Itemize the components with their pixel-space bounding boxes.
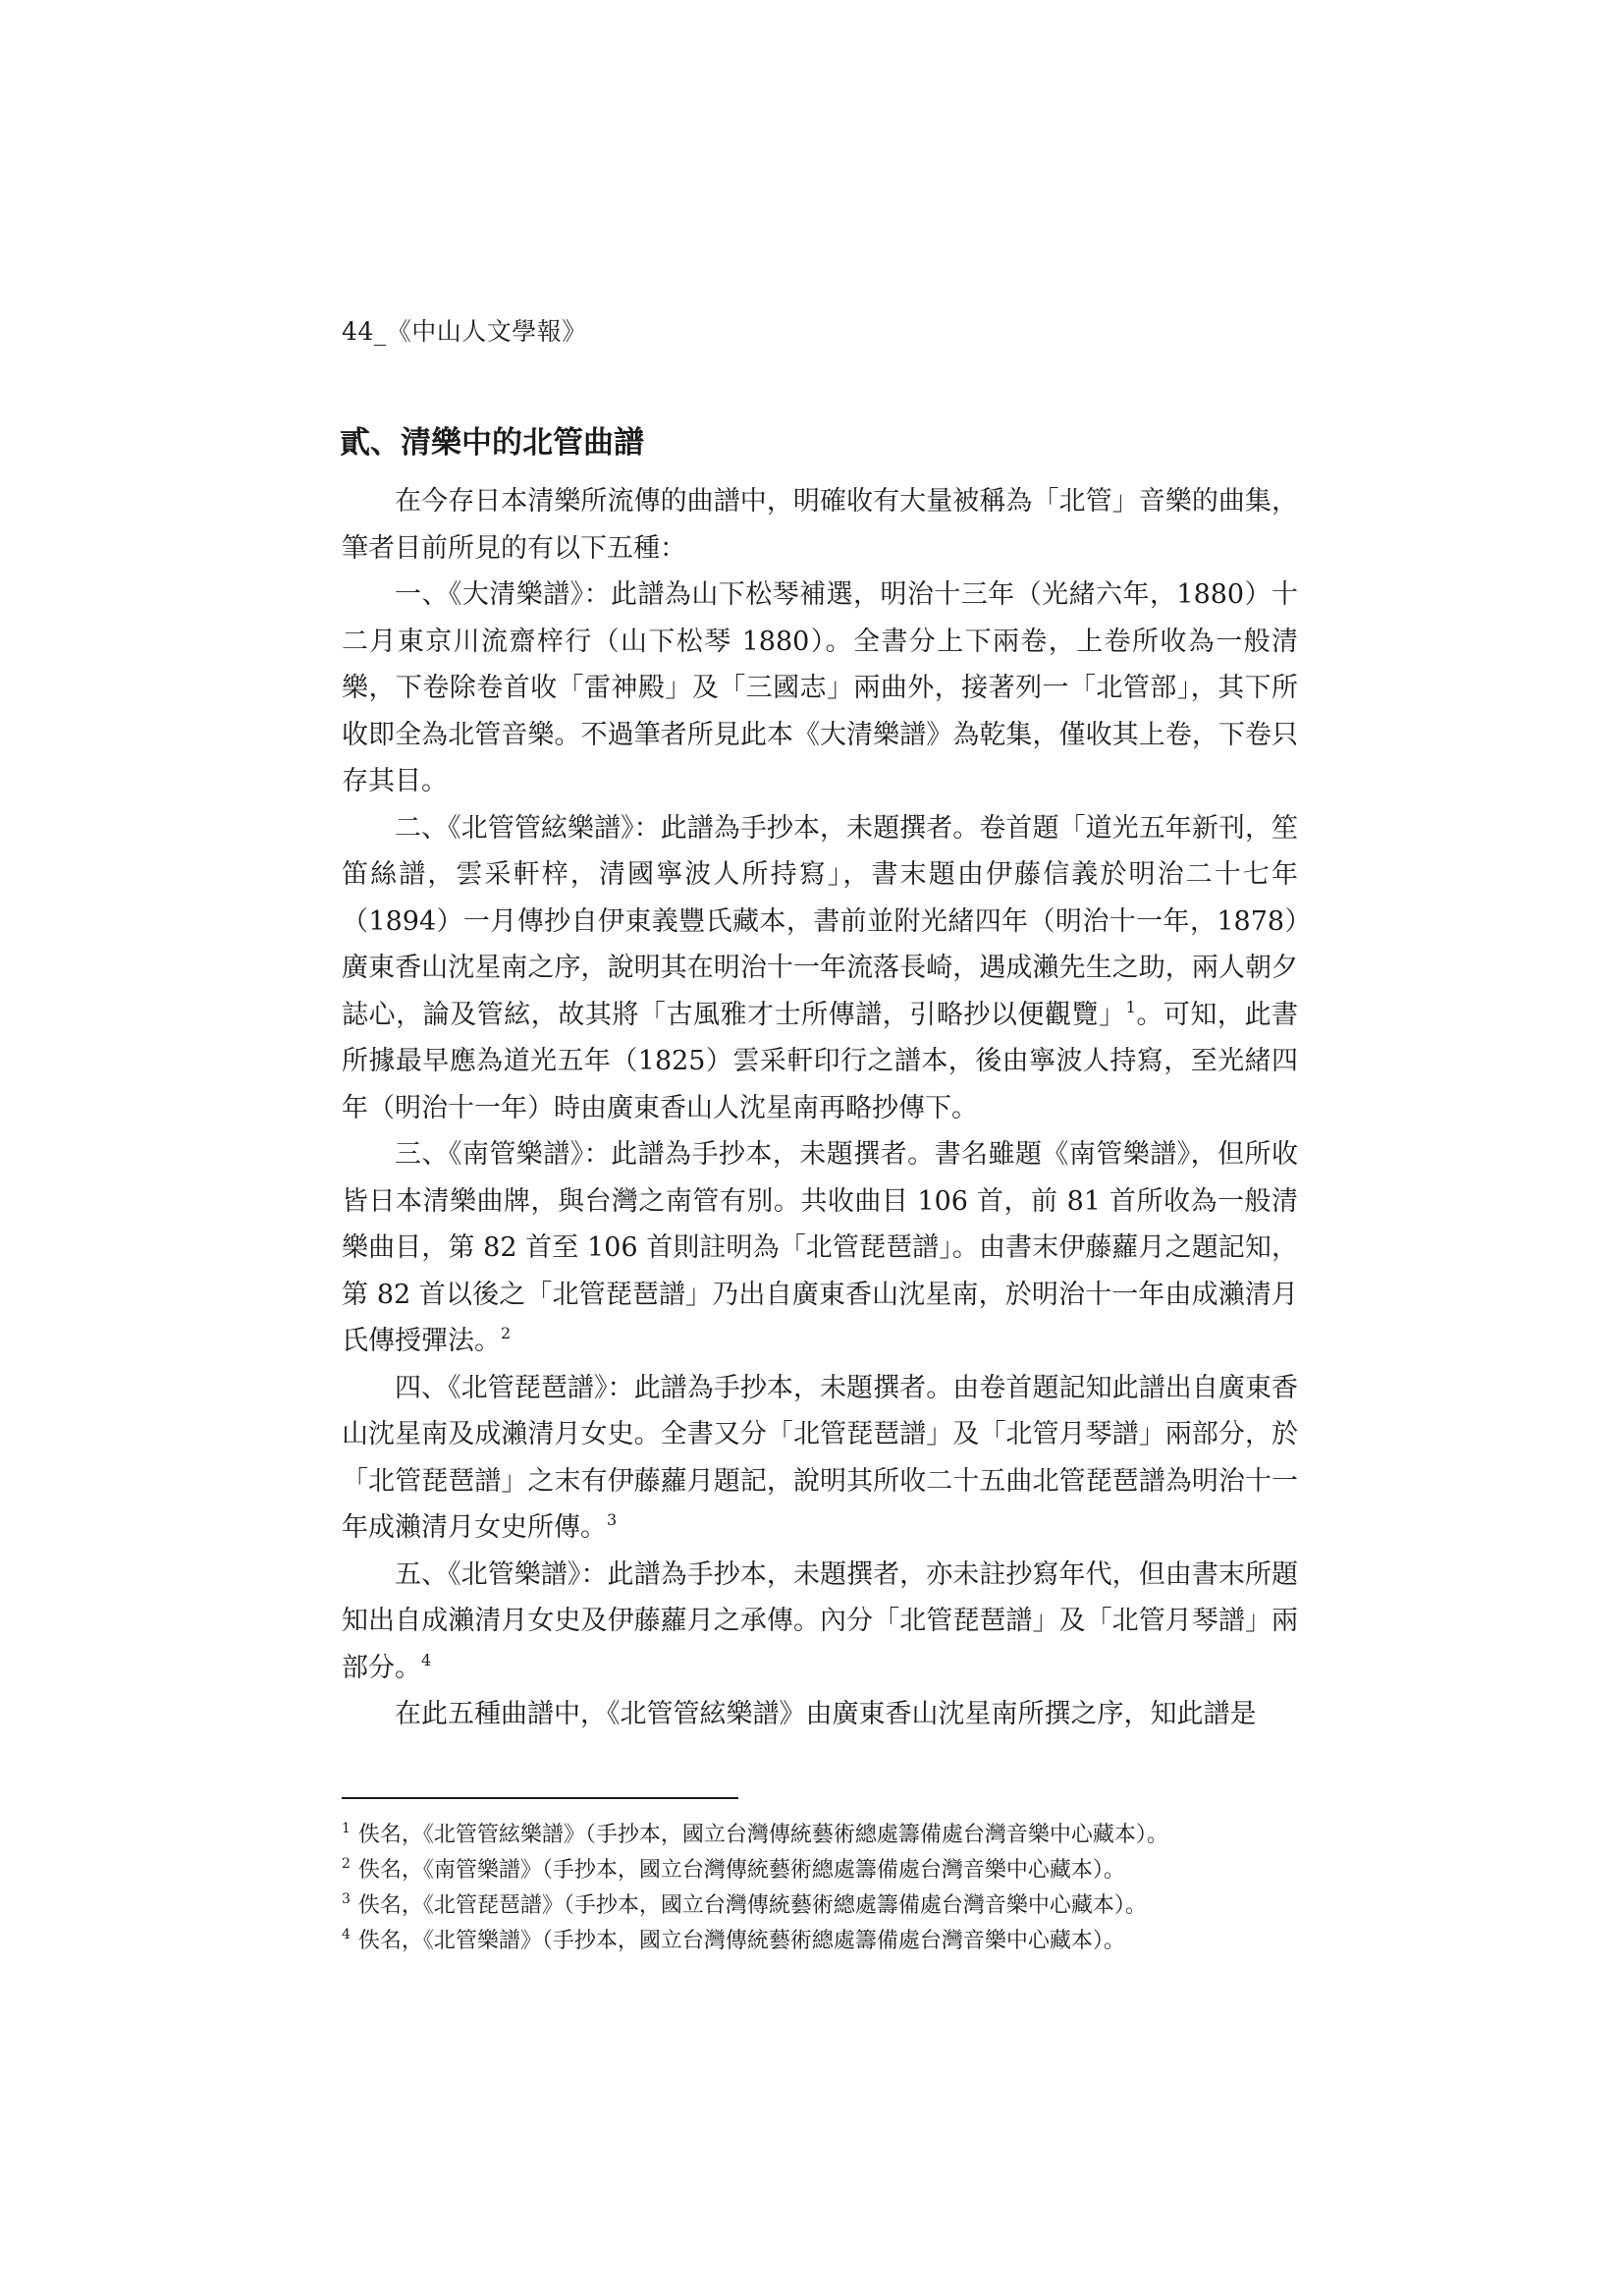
paragraph-item-4 [342, 1365, 1298, 1552]
footnote-1 [342, 1818, 1324, 1853]
footnote-ref[interactable]: 2 [501, 1324, 512, 1342]
footnote-divider [342, 1797, 738, 1799]
paragraph-item-1 [342, 572, 1298, 805]
paragraph-text: 二、《北管管絃樂譜》：此譜為手抄本，未題撰者。卷首題「道光五年新刊，笙笛絲譜，雲采軒梓，清國寧波人所持寫」，書末題由伊藤信義於明治二十七年（1894）一月傳抄自伊東義豐氏藏本，書前並附光緒四年（明治十一年，1878）廣東香山沈星南之序，說明其在明治十一年流落長崎，遇成瀨先生之助，兩人朝夕誌心，論及管絃，故其將「古風雅才士所傳譜，引略抄以便觀覽」 [342, 812, 1298, 1030]
paragraph-text: 五、《北管樂譜》：此譜為手抄本，未題撰者，亦未註抄寫年代，但由書末所題知出自成瀨清月女史及伊藤蘿月之承傳。內分「北管琵琶譜」及「北管月琴譜」兩部分。 [342, 1558, 1298, 1683]
footnote-ref[interactable]: 3 [607, 1510, 618, 1529]
paragraph-intro [342, 478, 1298, 572]
footnote-mark: 1 [342, 1821, 351, 1836]
footnote-ref[interactable]: 4 [421, 1650, 432, 1669]
footnotes [342, 1818, 1324, 1959]
footnote-mark: 2 [342, 1856, 351, 1872]
paragraph-text: 四、《北管琵琶譜》：此譜為手抄本，未題撰者。由卷首題記知此譜出自廣東香山沈星南及成瀨清月女史。全書又分「北管琵琶譜」及「北管月琴譜」兩部分，於「北管琵琶譜」之末有伊藤蘿月題記，說明其所收二十五曲北管琵琶譜為明治十一年成瀨清月女史所傳。 [342, 1372, 1298, 1543]
paragraph-text-tail: 。可知，此書所據最早應為道光五年（1825）雲采軒印行之譜本，後由寧波人持寫，至光緒四年（明治十一年）時由廣東香山人沈星南再略抄傳下。 [342, 999, 1299, 1123]
paragraph-item-5 [342, 1552, 1298, 1692]
footnote-text: 佚名，《北管管絃樂譜》（手抄本，國立台灣傳統藝術總處籌備處台灣音樂中心藏本）。 [357, 1823, 1168, 1847]
paragraph-item-2 [342, 805, 1298, 1132]
footnote-2 [342, 1853, 1324, 1888]
paragraph-item-3 [342, 1131, 1298, 1365]
running-head: 44_《中山人文學報》 [342, 317, 587, 346]
footnote-text: 佚名，《北管樂譜》（手抄本，國立台灣傳統藝術總處籌備處台灣音樂中心藏本）。 [357, 1929, 1125, 1953]
paragraph-text: 一、《大清樂譜》：此譜為山下松琴補選，明治十三年（光緒六年，1880）十二月東京川流齋梓行（山下松琴 1880）。全書分上下兩卷，上卷所收為一般清樂，下卷除卷首收「雷神殿」及「三國志」兩曲外，接著列一「北管部」，其下所收即全為北管音樂。不過筆者所見此本《大清樂譜》為乾集，僅收其上卷，下卷只存其目。 [342, 579, 1298, 796]
paragraph-text: 在此五種曲譜中，《北管管絃樂譜》由廣東香山沈星南所撰之序，知此譜是 [395, 1699, 1257, 1729]
section-title: 貳、清樂中的北管曲譜 [340, 425, 644, 461]
footnote-mark: 4 [342, 1927, 351, 1942]
footnote-ref[interactable]: 1 [1125, 997, 1136, 1016]
body-text [342, 478, 1298, 1738]
paragraph-text: 三、《南管樂譜》：此譜為手抄本，未題撰者。書名雖題《南管樂譜》，但所收皆日本清樂曲牌，與台灣之南管有別。共收曲目 106 首，前 81 首所收為一般清樂曲目，第 82 首至 106 首則註明為「北管琵琶譜」。由書末伊藤蘿月之題記知，第 82 首以後之「北管琵琶譜」乃出自廣東香山沈星南，於明治十一年由成瀨清月氏傳授彈法。 [342, 1139, 1298, 1356]
footnote-text: 佚名，《南管樂譜》（手抄本，國立台灣傳統藝術總處籌備處台灣音樂中心藏本）。 [357, 1858, 1125, 1883]
footnote-4 [342, 1924, 1324, 1959]
footnote-3 [342, 1888, 1324, 1924]
paragraph-text: 在今存日本清樂所流傳的曲譜中，明確收有大量被稱為「北管」音樂的曲集，筆者目前所見的有以下五種： [342, 486, 1298, 564]
paragraph-summary [342, 1691, 1298, 1738]
footnote-mark: 3 [342, 1891, 351, 1907]
footnote-text: 佚名，《北管琵琶譜》（手抄本，國立台灣傳統藝術總處籌備處台灣音樂中心藏本）。 [357, 1893, 1147, 1918]
